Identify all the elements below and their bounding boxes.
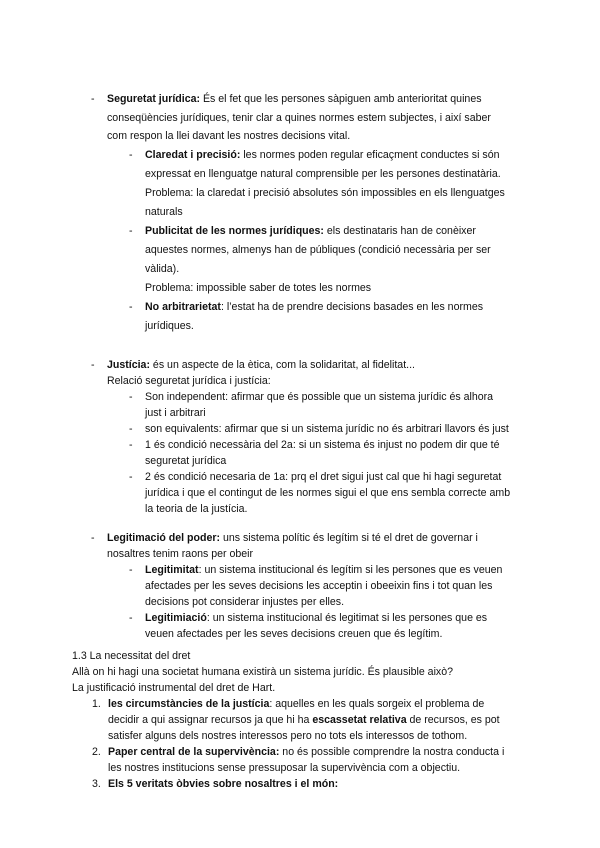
list-item-line: les nostres institucions sense pressuposar la supervivència com a objectiu. — [108, 762, 461, 774]
term-text: : un sistema institucional és legitimat si les persones que es — [206, 612, 488, 624]
list-dash: - — [129, 391, 133, 403]
list-dash: - — [129, 225, 133, 237]
list-number: 1. — [92, 698, 101, 710]
list-item-line: conseqüències jurídiques, tenir clar a quines normes estem subjectes, i així saber — [107, 112, 491, 124]
list-item-line: satisfer alguns dels nostres interessos pero no tots els interessos de tothom. — [108, 730, 468, 742]
term-text: : l’estat ha de prendre decisions basades en les normes — [220, 301, 484, 313]
list-item-line: expressat en llenguatge natural comprensible per les persones destinatària. — [145, 168, 501, 180]
list-item-line: Problema: la claredat i precisió absolutes són impossibles en els llenguatges — [145, 187, 505, 199]
list-dash: - — [129, 564, 133, 576]
list-item-line: jurídica i que el contingut de les normes sigui el que ens sembla correcte amb — [145, 487, 511, 499]
term-title: Legitimitat — [145, 564, 199, 576]
list-item-line — [108, 698, 484, 710]
term-text: les normes poden regular eficaçment conductes si són — [240, 149, 500, 161]
list-item-line: decisions pot considerar injustes per elles. — [145, 596, 345, 608]
list-dash: - — [129, 423, 133, 435]
list-number: 3. — [92, 778, 101, 790]
list-dash: - — [129, 149, 133, 161]
list-item-line: naturals — [145, 206, 183, 218]
term-text: : aquelles en les quals sorgeix el problema de — [269, 698, 485, 710]
list-item-line: nosaltres tenim raons per obeir — [107, 548, 254, 560]
list-item-line: veuen afectades per les seves decisions creuen que és legítim. — [145, 628, 443, 640]
list-item-line: seguretat jurídica — [145, 455, 227, 467]
term-text: no és possible comprendre la nostra conducta i — [279, 746, 505, 758]
list-item-line: la teoria de la justícia. — [145, 503, 248, 515]
term-title: Publicitat de les normes jurídiques: — [145, 225, 324, 237]
list-dash: - — [129, 612, 133, 624]
term-text: : un sistema institucional és legítim si les persones que es veuen — [198, 564, 503, 576]
term-text: els destinataris han de conèixer — [323, 225, 476, 237]
paragraph: La justificació instrumental del dret de Hart. — [72, 682, 276, 694]
term-title: Justícia: — [107, 359, 150, 371]
section-heading: 1.3 La necessitat del dret — [72, 650, 191, 662]
list-item-line: 2 és condició necesaria de 1a: prq el dret sigui just cal que hi hagi seguretat — [145, 471, 502, 483]
term-title: Paper central de la supervivència: — [108, 746, 280, 758]
term-text: de recursos, es pot — [406, 714, 500, 726]
term-title: Els 5 veritats òbvies sobre nosaltres i el món: — [108, 778, 339, 790]
list-item-line — [108, 778, 338, 790]
list-dash: - — [91, 532, 95, 544]
term-title: les circumstàncies de la justícia — [108, 698, 270, 710]
list-item-line — [107, 93, 482, 105]
list-item-line: Son independent: afirmar que és possible que un sistema jurídic és alhora — [145, 391, 494, 403]
list-item-line: son equivalents: afirmar que si un sistema jurídic no és arbitrari llavors és just — [145, 423, 509, 435]
list-dash: - — [129, 301, 133, 313]
term-title: Claredat i precisió: — [145, 149, 241, 161]
list-item-line: com respon la llei davant les nostres decisions vital. — [107, 130, 351, 142]
term-text: és un aspecte de la ètica, com la solidaritat, al fidelitat... — [149, 359, 415, 371]
list-item-line: vàlida). — [145, 263, 180, 275]
list-item-line — [107, 359, 415, 371]
term-title: Legitimació del poder: — [107, 532, 221, 544]
list-item-line — [145, 225, 476, 237]
list-dash: - — [91, 93, 95, 105]
list-item-line — [145, 149, 499, 161]
list-dash: - — [129, 439, 133, 451]
list-dash: - — [91, 359, 95, 371]
list-item-line — [108, 746, 504, 758]
list-item-line — [145, 564, 502, 576]
term-title: Legitimiació — [145, 612, 207, 624]
list-item-line — [145, 301, 483, 313]
paragraph: Allà on hi hagi una societat humana existirà un sistema jurídic. És plausible això? — [72, 666, 453, 678]
list-item-line: Problema: impossible saber de totes les normes — [145, 282, 372, 294]
term-title: Seguretat jurídica: — [107, 93, 201, 105]
term-text: És el fet que les persones sàpiguen amb anterioritat quines — [200, 93, 482, 105]
term-text: decidir a qui assignar recursos ja que hi ha — [108, 714, 313, 726]
list-item-line — [145, 612, 487, 624]
list-item-line — [108, 714, 500, 726]
list-dash: - — [129, 471, 133, 483]
list-item-line: 1 és condició necessària del 2a: si un sistema és injust no podem dir que té — [145, 439, 500, 451]
list-item-line — [107, 532, 478, 544]
term-title: No arbitrarietat — [145, 301, 221, 313]
term-emphasis: escassetat relativa — [312, 714, 407, 726]
list-item-line: Relació seguretat jurídica i justícia: — [107, 375, 271, 387]
list-number: 2. — [92, 746, 101, 758]
list-item-line: jurídiques. — [145, 320, 194, 332]
list-item-line: aquestes normes, almenys han de públiques (condició necessària per ser — [145, 244, 491, 256]
list-item-line: afectades per les seves decisions les acceptin i obeeixin fins i tot quan les — [145, 580, 493, 592]
list-item-line: just i arbitrari — [145, 407, 206, 419]
term-text: uns sistema polític és legítim si té el dret de governar i — [220, 532, 478, 544]
